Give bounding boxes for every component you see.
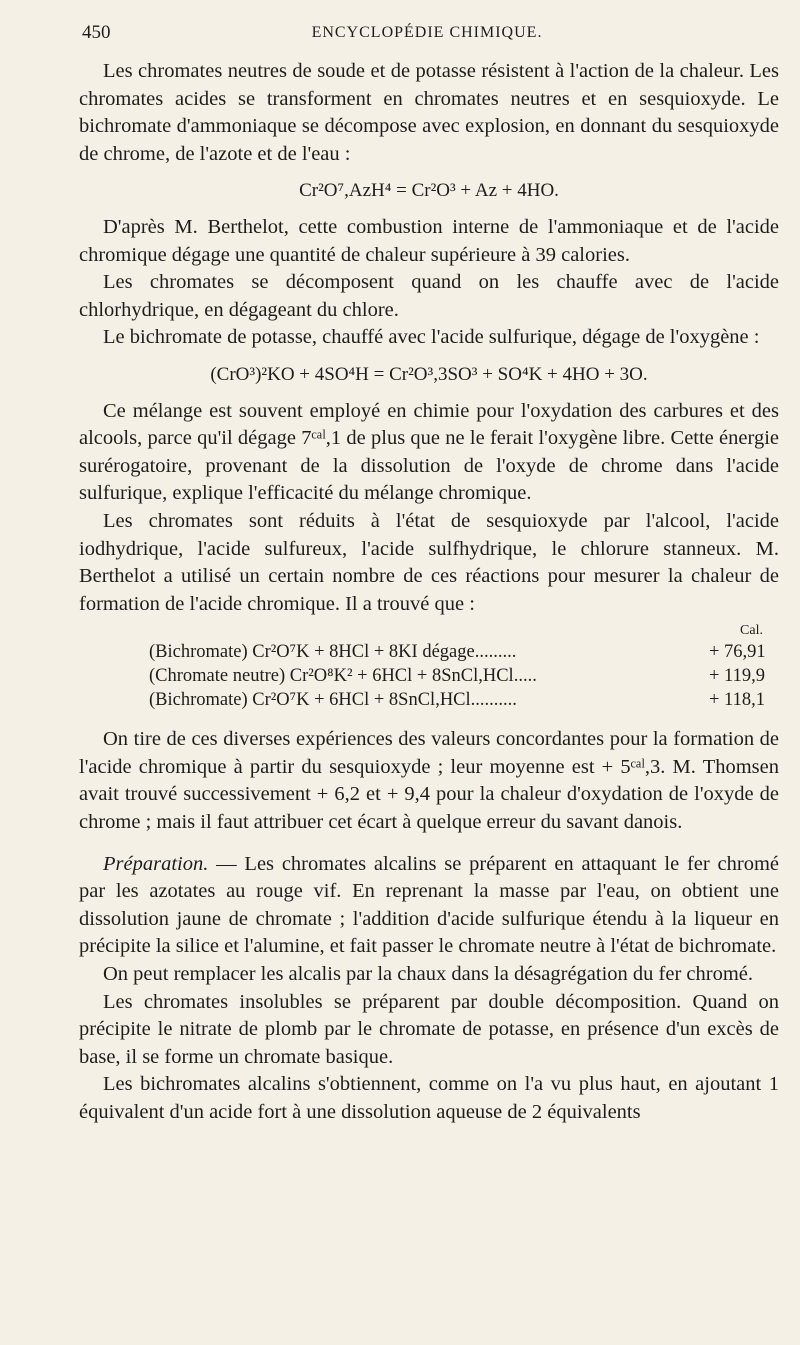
reaction-row (79, 688, 779, 712)
page-header (82, 22, 772, 50)
paragraph-text: — Les chromates alcalins se préparent en attaquant le fer chromé par les azotates au rouge vif. En reprenant la masse par l'eau, on obtient une dissolution jaune de chromate ; l'addition d'acide sulfurique étendu à la liqueur en précipite la silice et l'alumine, et fait passer le chromate neutre à l'état de bichromate. (79, 852, 779, 958)
reaction-value: + 76,91 (709, 642, 766, 663)
page-body (79, 58, 779, 1127)
section-heading: Préparation. (103, 852, 209, 875)
reaction-value: + 118,1 (709, 690, 765, 711)
paragraph: On tire de ces diverses expériences des valeurs concordantes pour la formation de l'acide chromique à partir du sesquioxyde ; leur moyenne est + 5ᶜᵃˡ,3. M. Thomsen avait trouvé successivement + 6,2 et + 9,4 pour la chaleur d'oxydation de l'oxyde de chrome ; mais il faut attribuer cet écart à quelque erreur du savant danois. (79, 728, 779, 834)
reaction-value: + 119,9 (709, 666, 765, 687)
equation: Cr²O⁷,AzH⁴ = Cr²O³ + Az + 4HO. (299, 180, 559, 202)
paragraph (79, 851, 779, 961)
reaction-label: (Chromate neutre) Cr²O⁸K² + 6HCl + 8SnCl,HCl..... (149, 666, 537, 687)
paragraph: Le bichromate de potasse, chauffé avec l'acide sulfurique, dégage de l'oxygène : (103, 326, 760, 349)
equation: (CrO³)²KO + 4SO⁴H = Cr²O³,3SO³ + SO⁴K + 4HO + 3O. (210, 363, 648, 385)
paragraph: Les chromates sont réduits à l'état de sesquioxyde par l'alcool, l'acide iodhydrique, l'acide sulfureux, l'acide sulfhydrique, le chlorure stanneux. M. Berthelot a utilisé un certain nombre de ces réactions pour mesurer la chaleur de formation de l'acide chromique. Il a trouvé que : (79, 509, 779, 615)
paragraph: Ce mélange est souvent employé en chimie pour l'oxydation des carbures et des alcools, parce qu'il dégage 7ᶜᵃˡ,1 de plus que ne le ferait l'oxygène libre. Cette énergie surérogatoire, provenant de la dissolution de l'oxyde de chrome dans l'acide sulfurique, explique l'efficacité du mélange chromique. (79, 399, 779, 505)
paragraph: Les chromates neutres de soude et de potasse résistent à l'action de la chaleur. Les chromates acides se transforment en chromates neutres et en sesquioxyde. Le bichromate d'ammoniaque se décompose avec explosion, en donnant du sesquioxyde de chrome, de l'azote et de l'eau : (79, 60, 779, 165)
running-title: ENCYCLOPÉDIE CHIMIQUE. (311, 24, 543, 41)
reaction-label: (Bichromate) Cr²O⁷K + 6HCl + 8SnCl,HCl.......... (149, 690, 517, 711)
reaction-row (79, 640, 779, 664)
reaction-label: (Bichromate) Cr²O⁷K + 8HCl + 8KI dégage......... (149, 642, 517, 663)
paragraph: Les bichromates alcalins s'obtiennent, comme on l'a vu plus haut, en ajoutant 1 équivalent d'un acide fort à une dissolution aqueuse de 2 équivalents (79, 1073, 779, 1123)
paragraph: Les chromates se décomposent quand on les chauffe avec de l'acide chlorhydrique, en dégageant du chlore. (79, 271, 779, 321)
cal-unit-label: Cal. (740, 623, 763, 639)
page-number: 450 (82, 22, 111, 43)
paragraph: Les chromates insolubles se préparent par double décomposition. Quand on précipite le nitrate de plomb par le chromate de potasse, en présence d'un excès de base, il se forme un chromate basique. (79, 990, 779, 1068)
reaction-row (79, 664, 779, 688)
paragraph: D'après M. Berthelot, cette combustion interne de l'ammoniaque et de l'acide chromique dégage une quantité de chaleur supérieure à 39 calories. (79, 215, 779, 266)
paragraph: On peut remplacer les alcalis par la chaux dans la désagrégation du fer chromé. (103, 963, 754, 986)
